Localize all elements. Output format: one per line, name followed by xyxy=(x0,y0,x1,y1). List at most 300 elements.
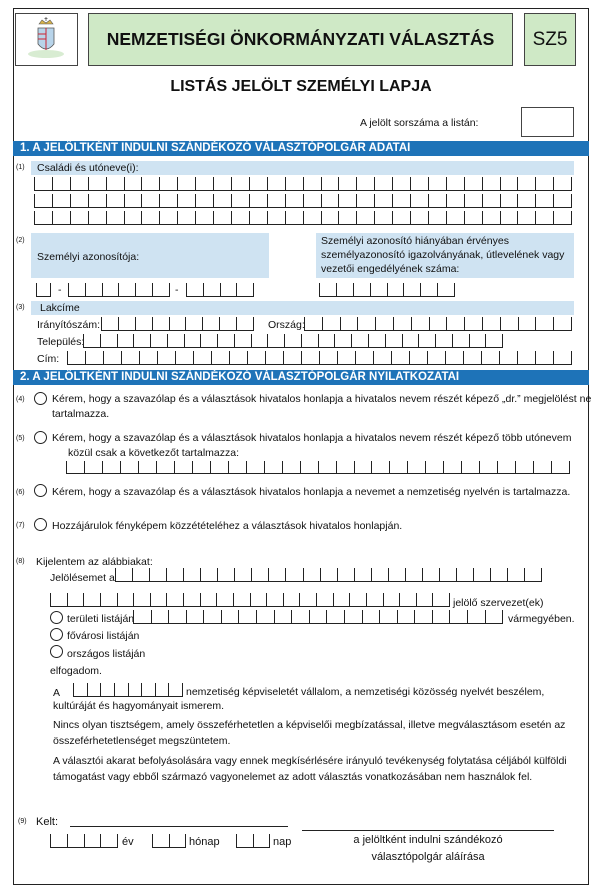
character-cell[interactable] xyxy=(385,334,402,348)
character-cell[interactable] xyxy=(397,610,415,624)
character-cell[interactable] xyxy=(285,568,302,582)
character-cell[interactable] xyxy=(166,593,183,607)
character-cell[interactable] xyxy=(169,317,186,331)
character-cell[interactable] xyxy=(250,593,267,607)
character-cell[interactable] xyxy=(435,334,452,348)
character-cell[interactable] xyxy=(66,461,84,474)
character-cell[interactable] xyxy=(233,593,250,607)
character-cell[interactable] xyxy=(139,351,157,365)
character-cell[interactable] xyxy=(100,683,114,697)
month-cells[interactable] xyxy=(152,834,186,848)
character-cell[interactable] xyxy=(291,610,309,624)
character-cell[interactable] xyxy=(195,194,213,208)
character-cell[interactable] xyxy=(249,177,267,191)
character-cell[interactable] xyxy=(138,461,156,474)
character-cell[interactable] xyxy=(135,283,152,297)
character-cell[interactable] xyxy=(362,610,380,624)
character-cell[interactable] xyxy=(319,283,336,297)
character-cell[interactable] xyxy=(371,461,389,474)
year-cells[interactable] xyxy=(50,834,118,848)
character-cell[interactable] xyxy=(388,568,405,582)
character-cell[interactable] xyxy=(402,334,419,348)
character-cell[interactable] xyxy=(100,334,117,348)
character-cell[interactable] xyxy=(68,283,85,297)
character-cell[interactable] xyxy=(274,610,292,624)
character-cell[interactable] xyxy=(183,568,200,582)
character-cell[interactable] xyxy=(70,194,88,208)
nominating-org-cells-1[interactable] xyxy=(115,568,542,582)
character-cell[interactable] xyxy=(370,283,387,297)
character-cell[interactable] xyxy=(50,593,67,607)
character-cell[interactable] xyxy=(338,194,356,208)
character-cell[interactable] xyxy=(497,461,515,474)
character-cell[interactable] xyxy=(236,283,254,297)
character-cell[interactable] xyxy=(437,283,455,297)
character-cell[interactable] xyxy=(203,283,220,297)
character-cell[interactable] xyxy=(535,177,553,191)
character-cell[interactable] xyxy=(50,834,67,848)
character-cell[interactable] xyxy=(169,834,187,848)
character-cell[interactable] xyxy=(184,334,201,348)
character-cell[interactable] xyxy=(518,317,536,331)
character-cell[interactable] xyxy=(85,283,102,297)
character-cell[interactable] xyxy=(299,593,316,607)
statement-6-radio[interactable] xyxy=(34,484,47,497)
character-cell[interactable] xyxy=(133,610,151,624)
character-cell[interactable] xyxy=(391,351,409,365)
character-cell[interactable] xyxy=(482,194,500,208)
character-cell[interactable] xyxy=(392,211,410,225)
character-cell[interactable] xyxy=(284,334,301,348)
given-name-cells[interactable] xyxy=(66,461,570,474)
character-cell[interactable] xyxy=(379,610,397,624)
character-cell[interactable] xyxy=(374,211,392,225)
character-cell[interactable] xyxy=(251,334,268,348)
character-cell[interactable] xyxy=(267,334,284,348)
character-cell[interactable] xyxy=(249,194,267,208)
character-cell[interactable] xyxy=(200,334,217,348)
character-cell[interactable] xyxy=(500,317,518,331)
character-cell[interactable] xyxy=(338,211,356,225)
character-cell[interactable] xyxy=(533,461,551,474)
character-cell[interactable] xyxy=(228,461,246,474)
character-cell[interactable] xyxy=(392,194,410,208)
character-cell[interactable] xyxy=(337,568,354,582)
character-cell[interactable] xyxy=(524,568,542,582)
character-cell[interactable] xyxy=(304,317,322,331)
character-cell[interactable] xyxy=(150,593,167,607)
character-cell[interactable] xyxy=(420,283,437,297)
character-cell[interactable] xyxy=(166,568,183,582)
character-cell[interactable] xyxy=(177,177,195,191)
character-cell[interactable] xyxy=(159,211,177,225)
character-cell[interactable] xyxy=(246,461,264,474)
character-cell[interactable] xyxy=(152,317,169,331)
id-cells-part-3[interactable] xyxy=(186,283,254,297)
character-cell[interactable] xyxy=(88,211,106,225)
character-cell[interactable] xyxy=(485,334,503,348)
character-cell[interactable] xyxy=(407,461,425,474)
character-cell[interactable] xyxy=(150,334,167,348)
nationality-cells[interactable] xyxy=(73,683,183,697)
character-cell[interactable] xyxy=(351,334,368,348)
place-line[interactable] xyxy=(70,826,288,827)
character-cell[interactable] xyxy=(118,283,135,297)
character-cell[interactable] xyxy=(443,461,461,474)
character-cell[interactable] xyxy=(414,610,432,624)
character-cell[interactable] xyxy=(117,593,134,607)
character-cell[interactable] xyxy=(283,593,300,607)
character-cell[interactable] xyxy=(500,211,518,225)
regional-list-radio[interactable] xyxy=(50,611,63,624)
character-cell[interactable] xyxy=(157,351,175,365)
character-cell[interactable] xyxy=(216,593,233,607)
character-cell[interactable] xyxy=(333,593,350,607)
character-cell[interactable] xyxy=(73,683,87,697)
character-cell[interactable] xyxy=(309,610,327,624)
character-cell[interactable] xyxy=(283,351,301,365)
character-cell[interactable] xyxy=(36,283,51,297)
character-cell[interactable] xyxy=(52,194,70,208)
character-cell[interactable] xyxy=(247,351,265,365)
name-cells-row-3[interactable] xyxy=(34,211,572,225)
character-cell[interactable] xyxy=(374,194,392,208)
character-cell[interactable] xyxy=(70,211,88,225)
character-cell[interactable] xyxy=(253,834,271,848)
character-cell[interactable] xyxy=(410,177,428,191)
character-cell[interactable] xyxy=(383,593,400,607)
character-cell[interactable] xyxy=(500,177,518,191)
character-cell[interactable] xyxy=(340,317,358,331)
character-cell[interactable] xyxy=(186,283,203,297)
statement-5-radio[interactable] xyxy=(34,431,47,444)
character-cell[interactable] xyxy=(220,283,237,297)
character-cell[interactable] xyxy=(285,211,303,225)
character-cell[interactable] xyxy=(316,593,333,607)
character-cell[interactable] xyxy=(449,610,467,624)
character-cell[interactable] xyxy=(102,461,120,474)
character-cell[interactable] xyxy=(114,683,128,697)
character-cell[interactable] xyxy=(200,568,217,582)
character-cell[interactable] xyxy=(249,211,267,225)
character-cell[interactable] xyxy=(375,317,393,331)
character-cell[interactable] xyxy=(102,283,119,297)
country-cells[interactable] xyxy=(304,317,572,331)
character-cell[interactable] xyxy=(84,834,101,848)
character-cell[interactable] xyxy=(106,177,124,191)
character-cell[interactable] xyxy=(479,461,497,474)
character-cell[interactable] xyxy=(356,177,374,191)
character-cell[interactable] xyxy=(100,593,117,607)
character-cell[interactable] xyxy=(446,317,464,331)
character-cell[interactable] xyxy=(405,568,422,582)
character-cell[interactable] xyxy=(141,177,159,191)
character-cell[interactable] xyxy=(141,194,159,208)
capital-list-radio[interactable] xyxy=(50,628,63,641)
character-cell[interactable] xyxy=(446,211,464,225)
character-cell[interactable] xyxy=(303,211,321,225)
character-cell[interactable] xyxy=(356,211,374,225)
character-cell[interactable] xyxy=(344,610,362,624)
character-cell[interactable] xyxy=(229,351,247,365)
character-cell[interactable] xyxy=(473,568,490,582)
character-cell[interactable] xyxy=(338,177,356,191)
character-cell[interactable] xyxy=(482,211,500,225)
character-cell[interactable] xyxy=(159,177,177,191)
character-cell[interactable] xyxy=(251,568,268,582)
character-cell[interactable] xyxy=(135,317,152,331)
character-cell[interactable] xyxy=(428,194,446,208)
character-cell[interactable] xyxy=(213,177,231,191)
character-cell[interactable] xyxy=(128,683,142,697)
character-cell[interactable] xyxy=(517,194,535,208)
character-cell[interactable] xyxy=(174,461,192,474)
character-cell[interactable] xyxy=(202,317,219,331)
character-cell[interactable] xyxy=(192,461,210,474)
character-cell[interactable] xyxy=(67,593,84,607)
character-cell[interactable] xyxy=(452,334,469,348)
character-cell[interactable] xyxy=(117,334,134,348)
character-cell[interactable] xyxy=(553,194,572,208)
character-cell[interactable] xyxy=(141,683,155,697)
statement-4-radio[interactable] xyxy=(34,392,47,405)
character-cell[interactable] xyxy=(349,593,366,607)
character-cell[interactable] xyxy=(411,317,429,331)
character-cell[interactable] xyxy=(427,351,445,365)
character-cell[interactable] xyxy=(393,317,411,331)
county-cells[interactable] xyxy=(133,610,503,624)
character-cell[interactable] xyxy=(268,568,285,582)
character-cell[interactable] xyxy=(34,177,52,191)
character-cell[interactable] xyxy=(282,461,300,474)
character-cell[interactable] xyxy=(267,177,285,191)
character-cell[interactable] xyxy=(301,334,318,348)
character-cell[interactable] xyxy=(467,610,485,624)
statement-7-radio[interactable] xyxy=(34,518,47,531)
character-cell[interactable] xyxy=(266,593,283,607)
character-cell[interactable] xyxy=(403,283,420,297)
character-cell[interactable] xyxy=(429,317,447,331)
character-cell[interactable] xyxy=(320,568,337,582)
character-cell[interactable] xyxy=(200,593,217,607)
character-cell[interactable] xyxy=(353,283,370,297)
character-cell[interactable] xyxy=(234,334,251,348)
character-cell[interactable] xyxy=(231,194,249,208)
zip-cells[interactable] xyxy=(101,317,254,331)
character-cell[interactable] xyxy=(186,610,204,624)
character-cell[interactable] xyxy=(418,334,435,348)
character-cell[interactable] xyxy=(124,194,142,208)
character-cell[interactable] xyxy=(357,317,375,331)
character-cell[interactable] xyxy=(326,610,344,624)
character-cell[interactable] xyxy=(387,283,404,297)
character-cell[interactable] xyxy=(464,177,482,191)
character-cell[interactable] xyxy=(392,177,410,191)
character-cell[interactable] xyxy=(231,211,249,225)
character-cell[interactable] xyxy=(553,351,572,365)
character-cell[interactable] xyxy=(152,834,169,848)
character-cell[interactable] xyxy=(210,461,228,474)
character-cell[interactable] xyxy=(507,568,524,582)
character-cell[interactable] xyxy=(183,593,200,607)
character-cell[interactable] xyxy=(428,177,446,191)
character-cell[interactable] xyxy=(481,351,499,365)
character-cell[interactable] xyxy=(428,211,446,225)
character-cell[interactable] xyxy=(168,610,186,624)
character-cell[interactable] xyxy=(469,334,486,348)
character-cell[interactable] xyxy=(303,194,321,208)
character-cell[interactable] xyxy=(231,177,249,191)
character-cell[interactable] xyxy=(318,461,336,474)
character-cell[interactable] xyxy=(115,568,132,582)
character-cell[interactable] xyxy=(368,334,385,348)
character-cell[interactable] xyxy=(213,194,231,208)
character-cell[interactable] xyxy=(106,211,124,225)
character-cell[interactable] xyxy=(553,177,572,191)
character-cell[interactable] xyxy=(463,351,481,365)
character-cell[interactable] xyxy=(236,317,254,331)
city-cells[interactable] xyxy=(83,334,503,348)
character-cell[interactable] xyxy=(336,283,353,297)
character-cell[interactable] xyxy=(464,211,482,225)
character-cell[interactable] xyxy=(175,351,193,365)
character-cell[interactable] xyxy=(234,568,251,582)
character-cell[interactable] xyxy=(425,461,443,474)
character-cell[interactable] xyxy=(83,334,100,348)
character-cell[interactable] xyxy=(354,461,372,474)
character-cell[interactable] xyxy=(285,194,303,208)
street-cells[interactable] xyxy=(67,351,572,365)
character-cell[interactable] xyxy=(301,351,319,365)
character-cell[interactable] xyxy=(238,610,256,624)
character-cell[interactable] xyxy=(141,211,159,225)
character-cell[interactable] xyxy=(167,334,184,348)
character-cell[interactable] xyxy=(193,351,211,365)
character-cell[interactable] xyxy=(67,351,85,365)
character-cell[interactable] xyxy=(285,177,303,191)
character-cell[interactable] xyxy=(195,211,213,225)
character-cell[interactable] xyxy=(432,610,450,624)
character-cell[interactable] xyxy=(103,351,121,365)
character-cell[interactable] xyxy=(185,317,202,331)
character-cell[interactable] xyxy=(499,351,517,365)
character-cell[interactable] xyxy=(300,461,318,474)
character-cell[interactable] xyxy=(88,177,106,191)
character-cell[interactable] xyxy=(553,317,572,331)
character-cell[interactable] xyxy=(83,593,100,607)
list-number-field[interactable] xyxy=(521,107,574,137)
national-list-radio[interactable] xyxy=(50,645,63,658)
character-cell[interactable] xyxy=(446,194,464,208)
character-cell[interactable] xyxy=(410,194,428,208)
character-cell[interactable] xyxy=(446,177,464,191)
name-cells-row-2[interactable] xyxy=(34,194,572,208)
character-cell[interactable] xyxy=(464,194,482,208)
character-cell[interactable] xyxy=(152,283,170,297)
character-cell[interactable] xyxy=(267,194,285,208)
character-cell[interactable] xyxy=(156,461,174,474)
character-cell[interactable] xyxy=(373,351,391,365)
character-cell[interactable] xyxy=(236,834,253,848)
character-cell[interactable] xyxy=(482,177,500,191)
character-cell[interactable] xyxy=(52,211,70,225)
character-cell[interactable] xyxy=(256,610,274,624)
character-cell[interactable] xyxy=(87,683,101,697)
character-cell[interactable] xyxy=(517,211,535,225)
character-cell[interactable] xyxy=(106,194,124,208)
character-cell[interactable] xyxy=(168,683,183,697)
character-cell[interactable] xyxy=(517,177,535,191)
character-cell[interactable] xyxy=(85,351,103,365)
character-cell[interactable] xyxy=(500,194,518,208)
character-cell[interactable] xyxy=(456,568,473,582)
character-cell[interactable] xyxy=(70,177,88,191)
character-cell[interactable] xyxy=(535,194,553,208)
character-cell[interactable] xyxy=(445,351,463,365)
character-cell[interactable] xyxy=(133,334,150,348)
name-cells-row-1[interactable] xyxy=(34,177,572,191)
character-cell[interactable] xyxy=(356,194,374,208)
character-cell[interactable] xyxy=(371,568,388,582)
character-cell[interactable] xyxy=(464,317,482,331)
character-cell[interactable] xyxy=(389,461,407,474)
character-cell[interactable] xyxy=(34,194,52,208)
character-cell[interactable] xyxy=(221,610,239,624)
character-cell[interactable] xyxy=(303,177,321,191)
character-cell[interactable] xyxy=(319,351,337,365)
character-cell[interactable] xyxy=(213,211,231,225)
character-cell[interactable] xyxy=(124,211,142,225)
character-cell[interactable] xyxy=(366,593,383,607)
alt-id-cells[interactable] xyxy=(319,283,455,297)
character-cell[interactable] xyxy=(535,211,553,225)
character-cell[interactable] xyxy=(159,194,177,208)
character-cell[interactable] xyxy=(416,593,433,607)
character-cell[interactable] xyxy=(177,211,195,225)
character-cell[interactable] xyxy=(535,351,553,365)
character-cell[interactable] xyxy=(195,177,213,191)
character-cell[interactable] xyxy=(211,351,229,365)
character-cell[interactable] xyxy=(321,177,339,191)
nominating-org-cells-2[interactable] xyxy=(50,593,450,607)
character-cell[interactable] xyxy=(303,568,320,582)
character-cell[interactable] xyxy=(265,351,283,365)
character-cell[interactable] xyxy=(84,461,102,474)
character-cell[interactable] xyxy=(334,334,351,348)
character-cell[interactable] xyxy=(321,194,339,208)
character-cell[interactable] xyxy=(439,568,456,582)
character-cell[interactable] xyxy=(132,568,149,582)
character-cell[interactable] xyxy=(355,351,373,365)
character-cell[interactable] xyxy=(120,461,138,474)
character-cell[interactable] xyxy=(336,461,354,474)
character-cell[interactable] xyxy=(101,317,118,331)
character-cell[interactable] xyxy=(515,461,533,474)
id-cells-part-2[interactable] xyxy=(68,283,170,297)
character-cell[interactable] xyxy=(485,610,504,624)
character-cell[interactable] xyxy=(217,568,234,582)
character-cell[interactable] xyxy=(217,334,234,348)
character-cell[interactable] xyxy=(422,568,439,582)
character-cell[interactable] xyxy=(52,177,70,191)
character-cell[interactable] xyxy=(151,610,169,624)
character-cell[interactable] xyxy=(264,461,282,474)
character-cell[interactable] xyxy=(535,317,553,331)
character-cell[interactable] xyxy=(88,194,106,208)
character-cell[interactable] xyxy=(203,610,221,624)
character-cell[interactable] xyxy=(482,317,500,331)
character-cell[interactable] xyxy=(318,334,335,348)
